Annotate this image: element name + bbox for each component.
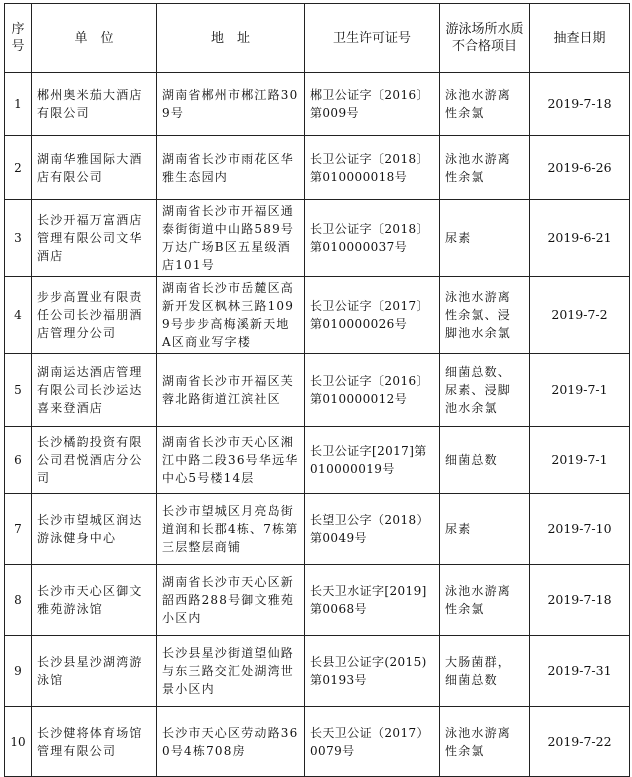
row-number: 4 — [5, 277, 32, 354]
row-number: 9 — [5, 636, 32, 707]
failed-item: 泳池水游离性余氯 — [440, 565, 530, 636]
row-number: 3 — [5, 200, 32, 277]
unit-name: 长沙橘韵投资有限公司君悦酒店分公司 — [32, 427, 157, 494]
unit-name: 长沙开福万富酒店管理有限公司文华酒店 — [32, 200, 157, 277]
failed-item: 尿素 — [440, 494, 530, 565]
unit-name: 长沙健将体育场馆管理有限公司 — [32, 707, 157, 777]
permit-number: 长县卫公证字(2015)第0193号 — [305, 636, 440, 707]
permit-number: 长卫公证字〔2017〕第010000026号 — [305, 277, 440, 354]
header-date: 抽查日期 — [530, 4, 630, 73]
row-number: 1 — [5, 73, 32, 136]
table-row — [5, 73, 630, 136]
table-row — [5, 636, 630, 707]
table-row — [5, 565, 630, 636]
permit-number: 长天卫水证字[2019]第0068号 — [305, 565, 440, 636]
inspection-date: 2019-6-21 — [530, 200, 630, 277]
row-number: 8 — [5, 565, 32, 636]
address: 湖南省长沙市开福区芙蓉北路街道江滨社区 — [157, 354, 305, 427]
row-number: 6 — [5, 427, 32, 494]
header-item: 游泳场所水质不合格项目 — [440, 4, 530, 73]
permit-number: 郴卫公证字〔2016〕第009号 — [305, 73, 440, 136]
unit-name: 长沙市天心区御文雅苑游泳馆 — [32, 565, 157, 636]
row-number: 7 — [5, 494, 32, 565]
header-address: 地 址 — [157, 4, 305, 73]
unit-name: 湖南运达酒店管理有限公司长沙运达喜来登酒店 — [32, 354, 157, 427]
table-row — [5, 136, 630, 200]
inspection-date: 2019-7-18 — [530, 73, 630, 136]
inspection-table — [4, 3, 630, 777]
failed-item: 尿素 — [440, 200, 530, 277]
inspection-date: 2019-7-31 — [530, 636, 630, 707]
inspection-date: 2019-7-22 — [530, 707, 630, 777]
row-number: 5 — [5, 354, 32, 427]
permit-number: 长卫公证字[2017]第010000019号 — [305, 427, 440, 494]
unit-name: 步步高置业有限责任公司长沙福朋酒店管理分公司 — [32, 277, 157, 354]
address: 湖南省长沙市岳麓区高新开发区枫林三路1099号步步高梅溪新天地A区商业写字楼 — [157, 277, 305, 354]
unit-name: 湖南华雅国际大酒店有限公司 — [32, 136, 157, 200]
inspection-date: 2019-7-18 — [530, 565, 630, 636]
failed-item: 泳池水游离性余氯、浸脚池水余氯 — [440, 277, 530, 354]
address: 湖南省长沙市天心区湘江中路二段36号华远华中心5号楼14层 — [157, 427, 305, 494]
permit-number: 长望卫公字（2018）第0049号 — [305, 494, 440, 565]
inspection-date: 2019-7-10 — [530, 494, 630, 565]
unit-name: 长沙县星沙湖湾游泳馆 — [32, 636, 157, 707]
address: 长沙市天心区劳动路360号4栋708房 — [157, 707, 305, 777]
unit-name: 郴州奥米茄大酒店有限公司 — [32, 73, 157, 136]
failed-item: 泳池水游离性余氯 — [440, 707, 530, 777]
inspection-date: 2019-7-2 — [530, 277, 630, 354]
table-row — [5, 494, 630, 565]
row-number: 2 — [5, 136, 32, 200]
inspection-date: 2019-7-1 — [530, 354, 630, 427]
header-unit: 单 位 — [32, 4, 157, 73]
address: 湖南省长沙市开福区通泰街街道中山路589号万达广场B区五星级酒店101号 — [157, 200, 305, 277]
table-row — [5, 707, 630, 777]
header-row — [5, 4, 630, 73]
header-permit: 卫生许可证号 — [305, 4, 440, 73]
unit-name: 长沙市望城区润达游泳健身中心 — [32, 494, 157, 565]
failed-item: 细菌总数、尿素、浸脚池水余氯 — [440, 354, 530, 427]
failed-item: 大肠菌群，细菌总数 — [440, 636, 530, 707]
permit-number: 长卫公证字〔2018〕第010000018号 — [305, 136, 440, 200]
address: 湖南省郴州市郴江路309号 — [157, 73, 305, 136]
address: 湖南省长沙市雨花区华雅生态园内 — [157, 136, 305, 200]
permit-number: 长卫公证字〔2016〕第010000012号 — [305, 354, 440, 427]
inspection-date: 2019-7-1 — [530, 427, 630, 494]
failed-item: 细菌总数 — [440, 427, 530, 494]
table-header — [5, 4, 630, 73]
permit-number: 长天卫公证（2017）0079号 — [305, 707, 440, 777]
address: 长沙县星沙街道望仙路与东三路交汇处湖湾世景小区内 — [157, 636, 305, 707]
address: 湖南省长沙市天心区新韶西路288号御文雅苑小区内 — [157, 565, 305, 636]
header-no: 序号 — [5, 4, 32, 73]
permit-number: 长卫公证字〔2018〕第010000037号 — [305, 200, 440, 277]
row-number: 10 — [5, 707, 32, 777]
table-body — [5, 73, 630, 777]
table-row — [5, 277, 630, 354]
table-row — [5, 354, 630, 427]
failed-item: 泳池水游离性余氯 — [440, 73, 530, 136]
failed-item: 泳池水游离性余氯 — [440, 136, 530, 200]
table-row — [5, 200, 630, 277]
table-row — [5, 427, 630, 494]
address: 长沙市望城区月亮岛街道润和长郡4栋、7栋第三层整层商铺 — [157, 494, 305, 565]
inspection-date: 2019-6-26 — [530, 136, 630, 200]
